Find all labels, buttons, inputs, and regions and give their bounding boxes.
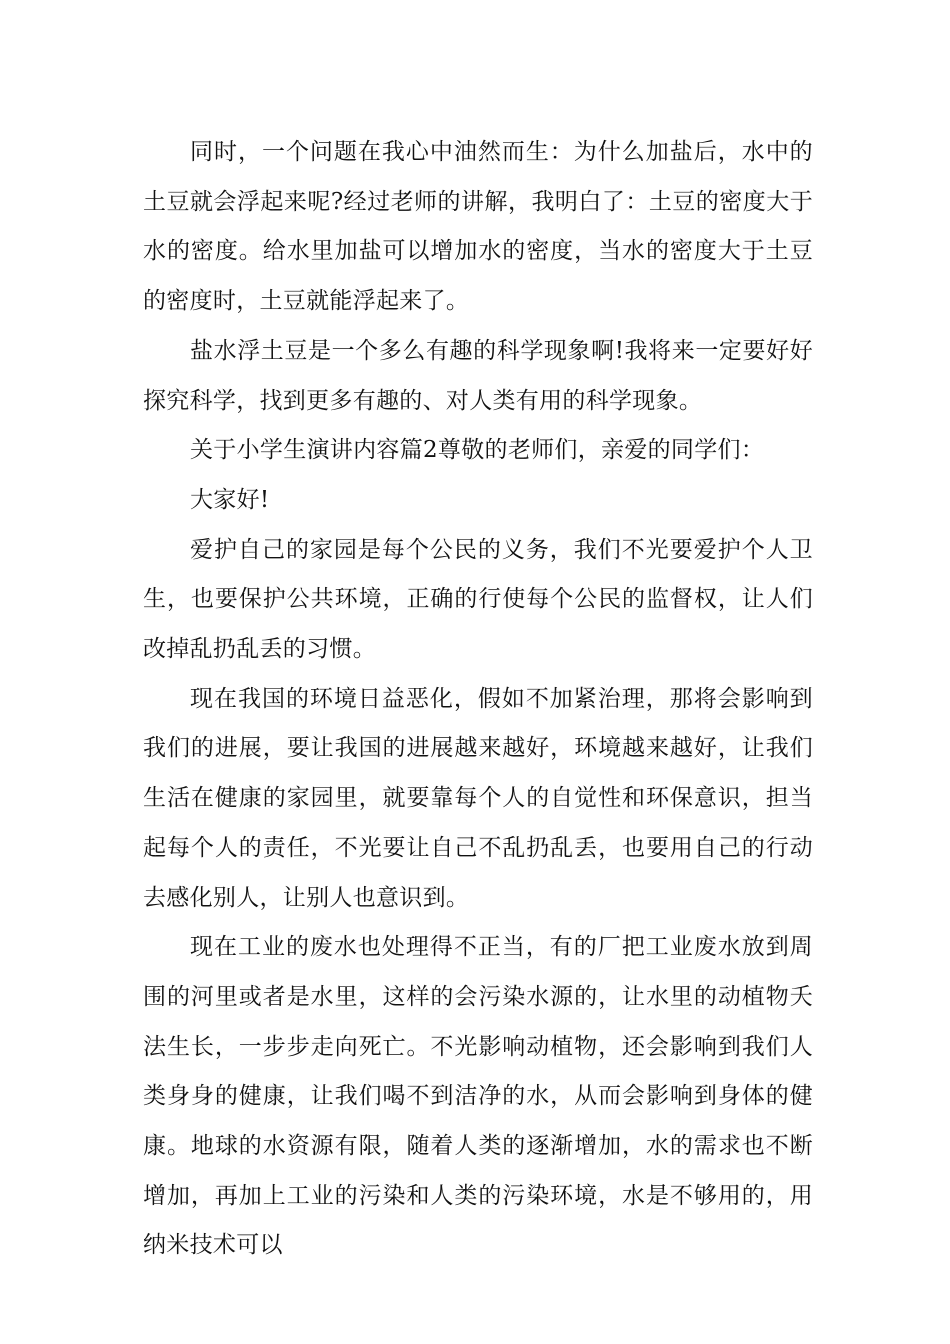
paragraph-industrial-water: 现在工业的废水也处理得不正当，有的厂把工业废水放到周围的河里或者是水里，这样的会污染水源的，让水里的动植物夭法生长，一步步走向死亡。不光影响动植物，还会影响到我们人类身身的健康，让我们喝不到洁净的水，从而会影响到身体的健康。地球的水资源有限，随着人类的逐渐增加，水的需求也不断增加，再加上工业的污染和人类的污染环境，水是不够用的，用纳米技术可以 bbox=[143, 934, 813, 1259]
paragraph-environment: 现在我国的环境日益恶化，假如不加紧治理，那将会影响到我们的进展，要让我国的进展越来越好，环境越来越好，让我们生活在健康的家园里，就要靠每个人的自觉性和环保意识，担当起每个人的责任，不光要让自己不乱扔乱丢，也要用自己的行动去感化别人，让别人也意识到。 bbox=[143, 685, 813, 911]
paragraph-protect-home: 爱护自己的家园是每个公民的义务，我们不光要爱护个人卫生，也要保护公共环境，正确的行使每个公民的监督权，让人们改掉乱扔乱丢的习惯。 bbox=[143, 536, 813, 663]
paragraph-speech-heading: 关于小学生演讲内容篇2尊敬的老师们，亲爱的同学们： bbox=[190, 437, 765, 464]
paragraph-greeting: 大家好! bbox=[190, 486, 270, 513]
document-body bbox=[143, 128, 813, 1271]
paragraph-potato-conclusion: 盐水浮土豆是一个多么有趣的科学现象啊!我将来一定要好好探究科学，找到更多有趣的、对人类有用的科学现象。 bbox=[143, 337, 813, 414]
paragraph-potato-question: 同时，一个问题在我心中油然而生：为什么加盐后，水中的土豆就会浮起来呢?经过老师的讲解，我明白了：土豆的密度大于水的密度。给水里加盐可以增加水的密度，当水的密度大于土豆的密度时，土豆就能浮起来了。 bbox=[143, 139, 813, 315]
